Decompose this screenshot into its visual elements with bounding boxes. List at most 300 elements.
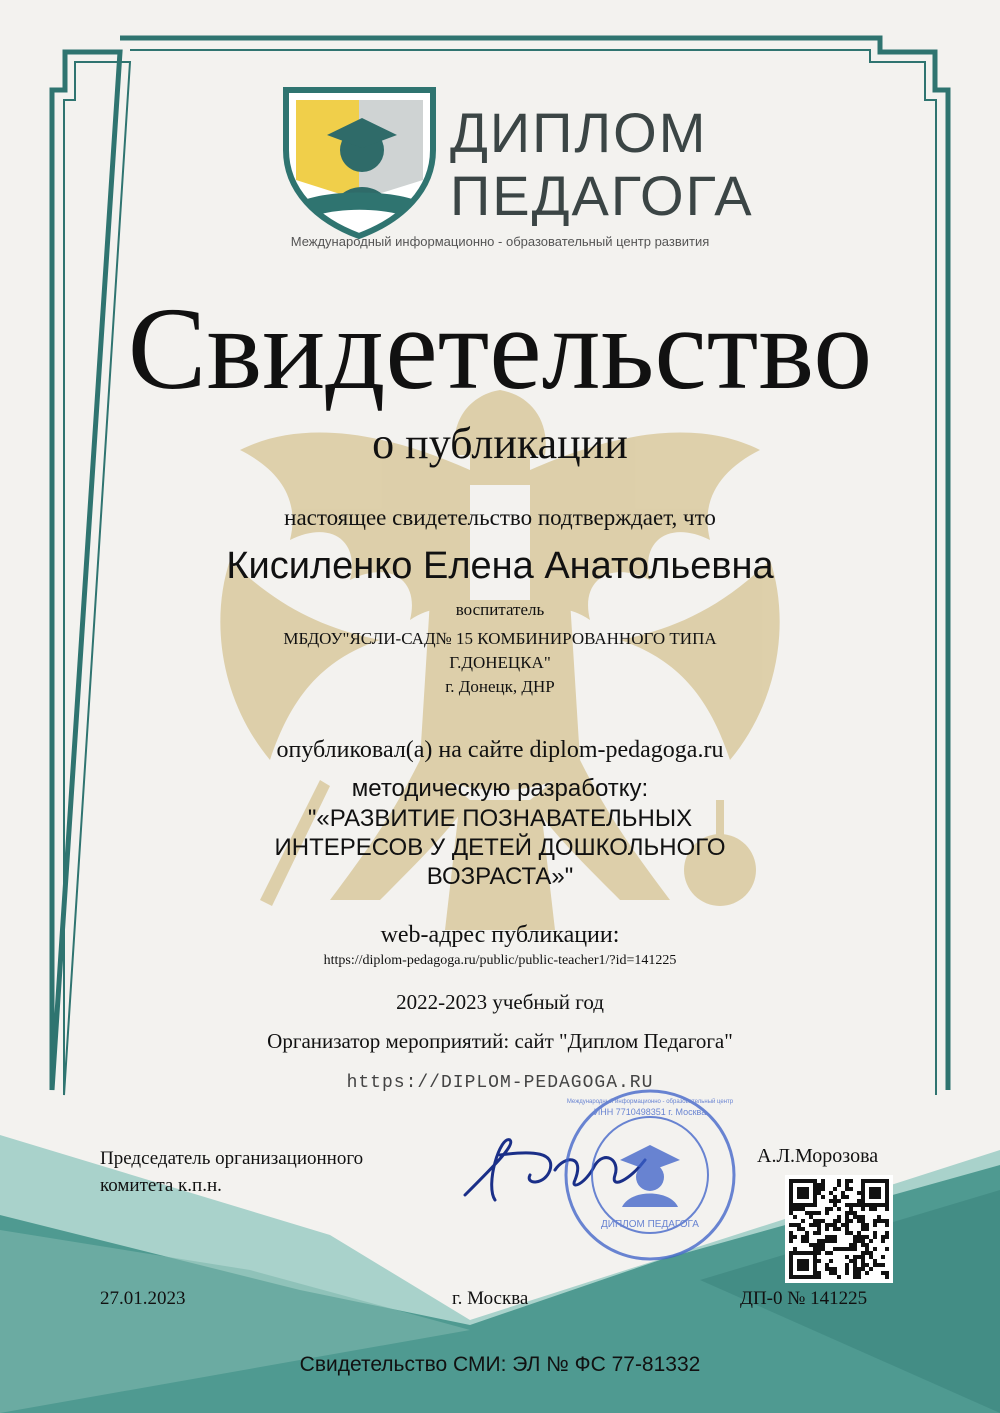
qr-module [825,1223,829,1227]
qr-module [845,1195,849,1199]
media-registration: Свидетельство СМИ: ЭЛ № ФС 77-81332 [299,1353,701,1376]
qr-module [857,1235,861,1239]
qr-module [861,1239,865,1243]
qr-module [881,1255,885,1259]
qr-module [793,1247,797,1251]
qr-module [789,1231,793,1235]
chairman-title-line1: Председатель организационного [100,1148,364,1169]
qr-module [817,1219,821,1223]
qr-module [857,1267,861,1271]
qr-module [865,1179,869,1183]
qr-module [873,1223,877,1227]
qr-module [881,1263,885,1267]
qr-module [801,1191,805,1195]
qr-module [881,1271,885,1275]
qr-module [853,1243,857,1247]
web-address-label: web-адрес публикации: [380,922,620,948]
qr-module [801,1219,805,1223]
certificate-number: ДП-0 № 141225 [740,1288,868,1309]
qr-module [865,1251,869,1255]
qr-module [813,1187,817,1191]
qr-module [865,1263,869,1267]
qr-module [837,1179,841,1183]
qr-module [789,1251,793,1255]
organization-line2: Г.ДОНЕЦКА" [449,653,551,672]
qr-module [853,1211,857,1215]
qr-module [885,1179,889,1183]
qr-module [861,1223,865,1227]
qr-module [789,1179,793,1183]
qr-module [861,1203,865,1207]
qr-module [837,1219,841,1223]
qr-module [789,1211,793,1215]
qr-module [797,1187,801,1191]
qr-module [789,1203,793,1207]
qr-module [869,1255,873,1259]
qr-module [821,1179,825,1183]
qr-module [813,1263,817,1267]
qr-module [797,1223,801,1227]
stamp-ring-text: Международный информационно - образовательный центр [566,1099,734,1105]
qr-module [841,1195,845,1199]
qr-module [877,1191,881,1195]
qr-module [829,1191,833,1195]
qr-module [885,1203,889,1207]
qr-module [873,1179,877,1183]
qr-module [861,1263,865,1267]
qr-module [885,1271,889,1275]
qr-module [825,1267,829,1271]
qr-module [833,1271,837,1275]
qr-module [797,1195,801,1199]
qr-module [813,1179,817,1183]
qr-module [797,1275,801,1279]
qr-module [849,1203,853,1207]
qr-module [861,1179,865,1183]
qr-module [885,1199,889,1203]
qr-module [789,1255,793,1259]
qr-module [789,1195,793,1199]
qr-module [881,1239,885,1243]
qr-module [849,1207,853,1211]
qr-module [861,1219,865,1223]
qr-module [813,1275,817,1279]
qr-module [849,1179,853,1183]
qr-module [805,1187,809,1191]
qr-module [837,1275,841,1279]
qr-module [857,1231,861,1235]
qr-module [841,1191,845,1195]
qr-module [873,1187,877,1191]
qr-module [813,1195,817,1199]
qr-module [809,1215,813,1219]
qr-module [813,1219,817,1223]
qr-module [797,1227,801,1231]
qr-module [869,1195,873,1199]
site-url[interactable]: https://DIPLOM-PEDAGOGA.RU [346,1073,654,1093]
qr-module [885,1207,889,1211]
qr-module [805,1263,809,1267]
qr-module [845,1227,849,1231]
qr-module [825,1235,829,1239]
qr-module [837,1227,841,1231]
qr-module [793,1235,797,1239]
logo [282,80,754,250]
qr-module [865,1247,869,1251]
qr-module [813,1199,817,1203]
qr-module [813,1247,817,1251]
qr-module [829,1207,833,1211]
qr-module [857,1203,861,1207]
qr-module [873,1231,877,1235]
qr-module [853,1235,857,1239]
qr-module [817,1223,821,1227]
qr-module [789,1235,793,1239]
work-title [0,804,1000,891]
qr-module [861,1199,865,1203]
qr-module [845,1223,849,1227]
qr-module [865,1243,869,1247]
qr-module [877,1215,881,1219]
qr-module [789,1275,793,1279]
qr-module [857,1191,861,1195]
qr-module [813,1243,817,1247]
qr-module [857,1199,861,1203]
qr-module [885,1235,889,1239]
organization-stamp-icon [560,1085,740,1265]
qr-module [877,1219,881,1223]
qr-module [845,1271,849,1275]
qr-module [861,1255,865,1259]
qr-module [821,1187,825,1191]
qr-module [853,1247,857,1251]
qr-module [857,1255,861,1259]
qr-module [825,1263,829,1267]
qr-module [849,1243,853,1247]
qr-module [833,1227,837,1231]
qr-module [793,1215,797,1219]
qr-module [829,1239,833,1243]
issue-place: г. Москва [452,1288,529,1309]
qr-module [857,1271,861,1275]
qr-module [837,1247,841,1251]
qr-module [861,1251,865,1255]
qr-module [849,1219,853,1223]
qr-module [873,1195,877,1199]
qr-module [817,1239,821,1243]
qr-module [801,1275,805,1279]
qr-module [845,1183,849,1187]
qr-module [829,1267,833,1271]
qr-module [801,1227,805,1231]
qr-module [793,1223,797,1227]
qr-module [805,1203,809,1207]
qr-module [885,1247,889,1251]
qr-module [821,1183,825,1187]
qr-module [801,1239,805,1243]
qr-module [805,1275,809,1279]
qr-module [885,1219,889,1223]
recipient-city: г. Донецк, ДНР [445,677,555,696]
qr-module [853,1215,857,1219]
qr-module [797,1191,801,1195]
qr-module [837,1215,841,1219]
qr-module [817,1231,821,1235]
qr-module [829,1199,833,1203]
qr-module [817,1247,821,1251]
qr-code-icon[interactable] [785,1175,893,1283]
qr-module [789,1271,793,1275]
qr-module [861,1187,865,1191]
qr-module [825,1251,829,1255]
qr-module [861,1243,865,1247]
qr-module [861,1259,865,1263]
qr-module [813,1191,817,1195]
qr-module [805,1191,809,1195]
qr-module [845,1231,849,1235]
qr-module [797,1263,801,1267]
qr-module [813,1223,817,1227]
qr-module [805,1251,809,1255]
qr-module [797,1259,801,1263]
qr-module [885,1275,889,1279]
qr-module [833,1199,837,1203]
qr-module [813,1183,817,1187]
qr-module [845,1267,849,1271]
qr-module [813,1271,817,1275]
qr-module [813,1251,817,1255]
qr-module [797,1207,801,1211]
qr-module [861,1235,865,1239]
recipient-name: Кисиленко Елена Анатольевна [226,545,774,587]
qr-module [789,1263,793,1267]
qr-module [833,1203,837,1207]
qr-module [817,1227,821,1231]
qr-module [825,1211,829,1215]
qr-module [865,1227,869,1231]
qr-module [873,1247,877,1251]
qr-module [789,1223,793,1227]
qr-module [853,1271,857,1275]
qr-module [801,1235,805,1239]
qr-module [809,1179,813,1183]
qr-module [833,1247,837,1251]
qr-module [813,1211,817,1215]
qr-module [845,1203,849,1207]
qr-module [789,1183,793,1187]
qr-module [873,1259,877,1263]
qr-module [845,1263,849,1267]
qr-module [885,1195,889,1199]
chairman-title-line2: комитета к.п.н. [100,1175,222,1196]
qr-module [833,1219,837,1223]
work-type: методическую разработку: [351,775,649,802]
qr-module [789,1199,793,1203]
qr-module [825,1207,829,1211]
qr-module [853,1255,857,1259]
qr-module [829,1235,833,1239]
qr-module [853,1267,857,1271]
qr-module [837,1183,841,1187]
qr-module [841,1247,845,1251]
qr-module [833,1195,837,1199]
qr-module [817,1183,821,1187]
qr-module [789,1239,793,1243]
qr-module [869,1187,873,1191]
qr-module [817,1271,821,1275]
qr-module [817,1187,821,1191]
qr-module [833,1267,837,1271]
qr-module [833,1235,837,1239]
qr-module [841,1223,845,1227]
qr-module [849,1231,853,1235]
qr-module [869,1191,873,1195]
qr-module [865,1203,869,1207]
qr-module [877,1179,881,1183]
qr-module [809,1243,813,1247]
qr-module [805,1259,809,1263]
published-text: опубликовал(а) на сайте diplom-pedagoga.ru [276,737,724,763]
qr-module [869,1179,873,1183]
qr-module [825,1227,829,1231]
qr-module [845,1211,849,1215]
qr-module [857,1215,861,1219]
qr-module [885,1183,889,1187]
qr-module [801,1195,805,1199]
organizer-text: Организатор мероприятий: сайт "Диплом Педагога" [267,1029,733,1053]
qr-module [829,1251,833,1255]
qr-module [885,1191,889,1195]
qr-module [817,1191,821,1195]
qr-module [849,1247,853,1251]
qr-module [813,1267,817,1271]
qr-module [813,1255,817,1259]
qr-module [861,1227,865,1231]
qr-module [825,1239,829,1243]
qr-module [865,1271,869,1275]
qr-module [853,1259,857,1263]
qr-module [853,1263,857,1267]
qr-module [869,1207,873,1211]
qr-module [797,1179,801,1183]
qr-module [805,1239,809,1243]
qr-module [793,1179,797,1183]
logo-text-line2: ПЕДАГОГА [450,164,754,227]
qr-module [849,1187,853,1191]
stamp-center-text: ДИПЛОМ ПЕДАГОГА [601,1219,699,1230]
qr-module [789,1267,793,1271]
qr-module [821,1247,825,1251]
qr-module [805,1211,809,1215]
qr-module [793,1275,797,1279]
qr-module [849,1259,853,1263]
qr-module [885,1187,889,1191]
qr-module [801,1187,805,1191]
qr-module [857,1275,861,1279]
qr-module [805,1179,809,1183]
qr-module [873,1219,877,1223]
qr-module [873,1191,877,1195]
qr-module [813,1231,817,1235]
qr-module [833,1239,837,1243]
qr-module [821,1195,825,1199]
qr-module [845,1187,849,1191]
qr-module [817,1211,821,1215]
qr-module [793,1207,797,1211]
confirmation-text: настоящее свидетельство подтверждает, что [284,505,716,530]
stamp-inn-text: ИНН 7710498351 г. Москва [593,1107,707,1117]
qr-module [809,1203,813,1207]
logo-shield-icon [282,80,437,240]
qr-module [873,1203,877,1207]
qr-module [865,1223,869,1227]
qr-module [805,1267,809,1271]
qr-module [857,1239,861,1243]
chairman-name: А.Л.Морозова [757,1145,879,1167]
recipient-position: воспитатель [455,600,545,619]
brand-tagline: Международный информационно - образовательный центр развития [290,234,710,249]
work-title-line1: "«РАЗВИТИЕ ПОЗНАВАТЕЛЬНЫХ [307,805,693,832]
qr-module [801,1267,805,1271]
qr-module [881,1179,885,1183]
qr-module [869,1203,873,1207]
qr-module [853,1239,857,1243]
qr-module [833,1187,837,1191]
qr-module [829,1259,833,1263]
qr-module [869,1239,873,1243]
qr-module [881,1203,885,1207]
qr-module [857,1219,861,1223]
qr-module [797,1251,801,1255]
qr-module [829,1271,833,1275]
qr-module [837,1199,841,1203]
certificate-subtitle: о публикации [372,419,628,468]
qr-module [817,1259,821,1263]
qr-module [873,1207,877,1211]
qr-module [801,1251,805,1255]
qr-module [861,1267,865,1271]
qr-module [801,1203,805,1207]
qr-module [877,1195,881,1199]
logo-text-line1: ДИПЛОМ [450,101,708,164]
qr-module [789,1191,793,1195]
qr-module [881,1219,885,1223]
qr-module [789,1259,793,1263]
work-title-line3: ВОЗРАСТА»" [426,863,574,890]
qr-module [797,1267,801,1271]
qr-module [813,1259,817,1263]
qr-module [813,1203,817,1207]
qr-module [809,1251,813,1255]
qr-module [797,1203,801,1207]
qr-module [793,1251,797,1255]
qr-module [801,1263,805,1267]
qr-module [869,1251,873,1255]
qr-module [845,1215,849,1219]
qr-module [801,1259,805,1263]
qr-module [845,1219,849,1223]
qr-module [809,1211,813,1215]
qr-module [873,1263,877,1267]
qr-module [817,1243,821,1247]
qr-module [861,1215,865,1219]
web-address-url[interactable]: https://diplom-pedagoga.ru/public/public-teacher1/?id=141225 [323,953,677,968]
qr-module [805,1195,809,1199]
qr-module [833,1223,837,1227]
qr-module [861,1191,865,1195]
qr-module [821,1243,825,1247]
qr-module [861,1195,865,1199]
